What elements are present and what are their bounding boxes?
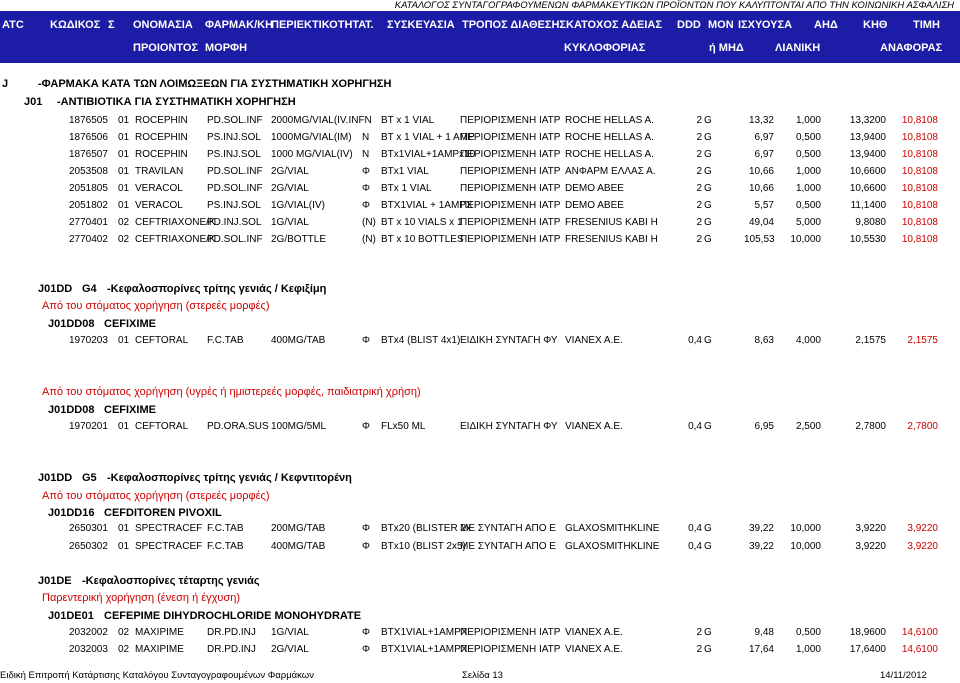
table-cell: FRESENIUS KABI H	[565, 234, 658, 245]
table-cell: 49,04	[748, 217, 774, 228]
table-cell: 02	[118, 234, 130, 245]
table-cell: 01	[118, 149, 130, 160]
table-cell: 10,66	[748, 183, 774, 194]
table-cell: MAXIPIME	[135, 644, 184, 655]
table-cell: 6,95	[754, 421, 774, 432]
table-cell: ΜΕ ΣΥΝΤΑΓΗ ΑΠΟ Ε	[460, 541, 556, 552]
header-cell-2: Σ	[108, 19, 115, 31]
table-cell: GLAXOSMITHKLINE	[565, 541, 660, 552]
header-cell-0: ATC	[2, 19, 24, 31]
table-cell: 1G/VIAL	[271, 217, 309, 228]
table-cell: BT x 1 VIAL	[381, 115, 435, 126]
table-cell: Φ	[362, 541, 370, 552]
table-cell: 2	[696, 166, 702, 177]
table-cell: N	[362, 132, 370, 143]
table-cell: G	[704, 234, 712, 245]
table-cell: 1,000	[795, 183, 821, 194]
table-cell: 1876505	[69, 115, 108, 126]
table-cell: ΠΕΡΙΟΡΙΣΜΕΝΗ ΙΑΤΡ	[460, 644, 561, 655]
table-cell: ΠΕΡΙΟΡΙΣΜΕΝΗ ΙΑΤΡ	[460, 166, 561, 177]
g4-atc5-code: J01DD08	[48, 318, 95, 330]
header-cell-8: ΤΡΟΠΟΣ ΔΙΑΘΕΣΗΣ	[462, 19, 567, 31]
table-cell: 10,000	[790, 234, 821, 245]
table-cell: 1000 MG/VIAL(IV)	[271, 149, 353, 160]
table-cell: 10,8108	[901, 115, 938, 126]
header-sub-cell-3: ή ΜΗΔ	[709, 42, 744, 54]
table-cell: 2	[696, 115, 702, 126]
table-cell: VIANEX A.E.	[565, 421, 623, 432]
table-cell: TRAVILAN	[135, 166, 184, 177]
table-cell: BTx10 (BLIST 2x5)	[381, 541, 466, 552]
table-cell: ΠΕΡΙΟΡΙΣΜΕΝΗ ΙΑΤΡ	[460, 132, 561, 143]
table-cell: PS.INJ.SOL	[207, 149, 261, 160]
j01de-code: J01DE	[38, 575, 72, 587]
table-cell: 6,97	[754, 132, 774, 143]
table-cell: 2032002	[69, 627, 108, 638]
table-cell: 2051802	[69, 200, 108, 211]
table-cell: 01	[118, 200, 130, 211]
table-cell: 10,8108	[901, 234, 938, 245]
table-cell: ΠΕΡΙΟΡΙΣΜΕΝΗ ΙΑΤΡ	[460, 149, 561, 160]
table-cell: 6,97	[754, 149, 774, 160]
table-cell: G	[704, 115, 712, 126]
table-cell: 10,66	[748, 166, 774, 177]
table-cell: 0,4	[688, 523, 702, 534]
table-cell: 10,6600	[849, 166, 886, 177]
table-cell: 02	[118, 644, 130, 655]
table-cell: F.C.TAB	[207, 523, 244, 534]
table-cell: 105,53	[744, 234, 775, 245]
table-cell: 2770401	[69, 217, 108, 228]
table-cell: ΜΕ ΣΥΝΤΑΓΗ ΑΠΟ Ε	[460, 523, 556, 534]
table-cell: 14,6100	[901, 644, 938, 655]
g5-route: Από του στόματος χορήγηση (στερεές μορφές)	[42, 490, 270, 502]
table-cell: 2051805	[69, 183, 108, 194]
table-cell: PS.INJ.SOL	[207, 132, 261, 143]
table-cell: PD.ORA.SUS	[207, 421, 269, 432]
g4-atc5-name-2: CEFIXIME	[104, 404, 156, 416]
table-cell: ROCEPHIN	[135, 132, 188, 143]
table-cell: 5,57	[754, 200, 774, 211]
table-cell: 10,8108	[901, 200, 938, 211]
header-cell-1: ΚΩΔΙΚΟΣ	[50, 19, 101, 31]
table-cell: 3,9220	[907, 523, 938, 534]
table-cell: 400MG/TAB	[271, 335, 326, 346]
table-cell: (N)	[362, 234, 376, 245]
table-cell: 2	[696, 200, 702, 211]
header-cell-10: DDD	[677, 19, 701, 31]
table-cell: BTx1VIAL+1AMPx10	[381, 149, 476, 160]
table-cell: 39,22	[748, 523, 774, 534]
header-cell-13: ΑΗΔ	[814, 19, 838, 31]
footer-committee: Ειδική Επιτροπή Κατάρτισης Καταλόγου Συνταγογραφουμένων Φαρμάκων	[0, 670, 314, 681]
table-cell: 2770402	[69, 234, 108, 245]
table-cell: PD.SOL.INF	[207, 115, 263, 126]
table-cell: 400MG/TAB	[271, 541, 326, 552]
table-cell: 10,8108	[901, 217, 938, 228]
table-cell: ROCHE HELLAS A.	[565, 149, 654, 160]
table-cell: PD.SOL.INF	[207, 183, 263, 194]
table-cell: (N)	[362, 217, 376, 228]
footer-page-number: Σελίδα 13	[462, 670, 503, 681]
table-cell: Φ	[362, 335, 370, 346]
g5-atc5-code: J01DD16	[48, 507, 95, 519]
table-cell: BTx20 (BLISTER 2x	[381, 523, 472, 534]
table-cell: ΠΕΡΙΟΡΙΣΜΕΝΗ ΙΑΤΡ	[460, 115, 561, 126]
table-cell: 0,4	[688, 421, 702, 432]
table-cell: 2	[696, 132, 702, 143]
header-sub-cell-1: ΜΟΡΦΗ	[205, 42, 248, 54]
j01de-atc5-code: J01DE01	[48, 610, 94, 622]
header-cell-9: ΚΑΤΟΧΟΣ ΑΔΕΙΑΣ	[566, 19, 662, 31]
table-cell: 17,64	[748, 644, 774, 655]
header-cell-4: ΦΑΡΜΑΚ/ΚΗ	[205, 19, 274, 31]
table-cell: 39,22	[748, 541, 774, 552]
table-cell: 01	[118, 421, 130, 432]
table-cell: ΠΕΡΙΟΡΙΣΜΕΝΗ ΙΑΤΡ	[460, 217, 561, 228]
table-cell: 0,4	[688, 541, 702, 552]
table-cell: 0,4	[688, 335, 702, 346]
g4-route-solid: Από του στόματος χορήγηση (στερεές μορφές)	[42, 300, 270, 312]
table-cell: DEMO ABEE	[565, 200, 624, 211]
header-cell-14: ΚΗΘ	[863, 19, 888, 31]
g4-title: -Κεφαλοσπορίνες τρίτης γενιάς / Κεφιξίμη	[107, 283, 327, 295]
table-cell: 10,8108	[901, 149, 938, 160]
table-cell: Φ	[362, 183, 370, 194]
table-cell: 9,8080	[855, 217, 886, 228]
table-cell: ΠΕΡΙΟΡΙΣΜΕΝΗ ΙΑΤΡ	[460, 200, 561, 211]
table-cell: 0,500	[795, 149, 821, 160]
table-cell: G	[704, 644, 712, 655]
table-cell: 0,500	[795, 132, 821, 143]
header-cell-11: ΜΟΝ	[708, 19, 734, 31]
table-cell: VERACOL	[135, 200, 183, 211]
table-cell: Φ	[362, 523, 370, 534]
table-cell: 2	[696, 644, 702, 655]
table-cell: VERACOL	[135, 183, 183, 194]
table-cell: BTx 1 VIAL	[381, 183, 432, 194]
g5-level: G5	[82, 472, 97, 484]
table-cell: 10,6600	[849, 183, 886, 194]
table-cell: FLx50 ML	[381, 421, 426, 432]
header-cell-15: ΤΙΜΗ	[913, 19, 940, 31]
page-caption: ΚΑΤΑΛΟΓΟΣ ΣΥΝΤΑΓΟΓΡΑΦΟΥΜΕΝΩΝ ΦΑΡΜΑΚΕΥΤΙΚΩΝ ΠΡΟΪΟΝΤΩΝ ΠΟΥ ΚΑΛΥΠΤΟΝΤΑΙ ΑΠΟ ΤΗΝ ΚΟΙΝΩΝΙΚΗ ΑΣΦΑΛΙΣΗ	[394, 0, 954, 11]
table-cell: BT x 10 BOTTLES	[381, 234, 464, 245]
table-cell: CEFTRIAXONE/K	[135, 217, 216, 228]
table-cell: Φ	[362, 644, 370, 655]
header-sub-cell-4: ΛΙΑΝΙΚΗ	[775, 42, 821, 54]
table-cell: Φ	[362, 627, 370, 638]
table-cell: 0,500	[795, 200, 821, 211]
table-cell: G	[704, 183, 712, 194]
table-cell: ROCHE HELLAS A.	[565, 132, 654, 143]
header-sub-cell-2: ΚΥΚΛΟΦΟΡΙΑΣ	[564, 42, 646, 54]
table-cell: 1970201	[69, 421, 108, 432]
table-cell: G	[704, 149, 712, 160]
table-cell: 10,5530	[849, 234, 886, 245]
table-cell: GLAXOSMITHKLINE	[565, 523, 660, 534]
table-cell: ΑΝΦΑΡΜ ΕΛΛΑΣ Α.	[565, 166, 656, 177]
table-cell: FRESENIUS KABI H	[565, 217, 658, 228]
table-cell: VIANEX A.E.	[565, 335, 623, 346]
table-cell: 10,000	[790, 523, 821, 534]
table-cell: BTx4 (BLIST 4x1)	[381, 335, 461, 346]
header-sub-cell-0: ΠΡΟΙΟΝΤΟΣ	[133, 42, 199, 54]
table-cell: BT x 1 VIAL + 1 AMP	[381, 132, 475, 143]
table-cell: 2	[696, 217, 702, 228]
table-cell: CEFTORAL	[135, 421, 189, 432]
g5-title: -Κεφαλοσπορίνες τρίτης γενιάς / Κεφντιτορένη	[107, 472, 352, 484]
table-cell: PS.INJ.SOL	[207, 200, 261, 211]
table-cell: 13,32	[748, 115, 774, 126]
table-cell: Φ	[362, 421, 370, 432]
g4-atc5-name: CEFIXIME	[104, 318, 156, 330]
table-header	[0, 11, 960, 63]
table-cell: 2G/VIAL	[271, 166, 309, 177]
table-cell: BTX1VIAL + 1AMPX	[381, 200, 473, 211]
table-cell: 14,6100	[901, 627, 938, 638]
table-cell: 3,9220	[907, 541, 938, 552]
table-cell: PD.SOL.INF	[207, 166, 263, 177]
table-cell: G	[704, 166, 712, 177]
table-cell: BTX1VIAL+1AMPX	[381, 627, 468, 638]
table-cell: 200MG/TAB	[271, 523, 326, 534]
table-cell: 01	[118, 132, 130, 143]
table-cell: ΕΙΔΙΚΗ ΣΥΝΤΑΓΗ ΦΥ	[460, 335, 558, 346]
table-cell: 2	[696, 234, 702, 245]
table-cell: 01	[118, 166, 130, 177]
header-cell-6: Τ.	[365, 19, 374, 31]
table-cell: 11,1400	[850, 200, 886, 211]
table-cell: 01	[118, 523, 130, 534]
table-cell: G	[704, 627, 712, 638]
g4-code: J01DD	[38, 283, 73, 295]
table-cell: Φ	[362, 200, 370, 211]
table-cell: ΕΙΔΙΚΗ ΣΥΝΤΑΓΗ ΦΥ	[460, 421, 558, 432]
table-cell: 02	[118, 627, 130, 638]
table-cell: G	[704, 541, 712, 552]
table-cell: MAXIPIME	[135, 627, 184, 638]
table-cell: PD.SOL.INF	[207, 234, 263, 245]
atc2-code: J01	[24, 96, 43, 108]
table-cell: BT x 10 VIALS x 1	[381, 217, 463, 228]
table-cell: 01	[118, 183, 130, 194]
table-cell: DR.PD.INJ	[207, 644, 256, 655]
table-cell: ΠΕΡΙΟΡΙΣΜΕΝΗ ΙΑΤΡ	[460, 234, 561, 245]
table-cell: 2	[696, 183, 702, 194]
footer-date: 14/11/2012	[880, 670, 927, 681]
table-cell: 1000MG/VIAL(IM)	[271, 132, 352, 143]
j01de-title: -Κεφαλοσπορίνες τέταρτης γενιάς	[82, 575, 260, 587]
table-cell: 1,000	[795, 115, 821, 126]
table-cell: 2G/BOTTLE	[271, 234, 327, 245]
table-cell: 9,48	[754, 627, 774, 638]
table-cell: 2,500	[795, 421, 821, 432]
atc1-title: -ΦΑΡΜΑΚΑ ΚΑΤΑ ΤΩΝ ΛΟΙΜΩΞΕΩΝ ΓΙΑ ΣΥΣΤΗΜΑΤΙΚΗ ΧΟΡΗΓΗΣΗ	[38, 78, 392, 90]
table-cell: 2,7800	[907, 421, 938, 432]
table-cell: 10,8108	[901, 132, 938, 143]
table-cell: 1970203	[69, 335, 108, 346]
table-cell: 4,000	[795, 335, 821, 346]
table-cell: 2	[696, 149, 702, 160]
table-cell: 3,9220	[855, 541, 886, 552]
table-cell: BTX1VIAL+1AMPX	[381, 644, 468, 655]
table-cell: 2053508	[69, 166, 108, 177]
table-cell: 13,3200	[849, 115, 886, 126]
table-cell: G	[704, 132, 712, 143]
table-cell: 2G/VIAL	[271, 183, 309, 194]
j01de-route: Παρεντερική χορήγηση (ένεση ή έγχυση)	[42, 592, 241, 604]
table-cell: 2,1575	[855, 335, 886, 346]
table-cell: 2032003	[69, 644, 108, 655]
table-cell: 10,8108	[901, 166, 938, 177]
table-cell: 17,6400	[849, 644, 886, 655]
table-cell: G	[704, 335, 712, 346]
table-cell: 10,8108	[901, 183, 938, 194]
table-cell: 01	[118, 335, 130, 346]
table-cell: G	[704, 217, 712, 228]
table-cell: F.C.TAB	[207, 541, 244, 552]
atc1-code: J	[2, 78, 9, 90]
table-cell: PD.INJ.SOL	[207, 217, 262, 228]
table-cell: BTx1 VIAL	[381, 166, 429, 177]
g4-route-liquid: Από του στόματος χορήγηση (υγρές ή ημιστερεές μορφές, παιδιατρική χρήση)	[42, 386, 421, 398]
j01de-atc5-name: CEFEPIME DIHYDROCHLORIDE MONOHYDRATE	[104, 610, 362, 622]
table-cell: 1G/VIAL(IV)	[271, 200, 325, 211]
g4-atc5-code-2: J01DD08	[48, 404, 95, 416]
table-cell: ROCEPHIN	[135, 115, 188, 126]
table-cell: SPECTRACEF	[135, 523, 203, 534]
table-cell: 10,000	[790, 541, 821, 552]
table-cell: 02	[118, 217, 130, 228]
table-cell: 2650302	[69, 541, 108, 552]
table-cell: 2,7800	[855, 421, 886, 432]
header-sub-cell-5: ΑΝΑΦΟΡΑΣ	[880, 42, 943, 54]
g4-level: G4	[82, 283, 97, 295]
table-cell: 2,1575	[907, 335, 938, 346]
header-cell-5: ΠΕΡΙΕΚΤΙΚΟΤΗΤΑ	[271, 19, 367, 31]
table-cell: 100MG/5ML	[271, 421, 327, 432]
table-cell: Φ	[362, 166, 370, 177]
table-cell: F.C.TAB	[207, 335, 244, 346]
table-cell: SPECTRACEF	[135, 541, 203, 552]
table-cell: ΠΕΡΙΟΡΙΣΜΕΝΗ ΙΑΤΡ	[460, 183, 561, 194]
table-cell: ROCEPHIN	[135, 149, 188, 160]
table-cell: VIANEX A.E.	[565, 627, 623, 638]
table-cell: 2650301	[69, 523, 108, 534]
table-cell: N	[362, 149, 370, 160]
table-cell: 0,500	[795, 627, 821, 638]
table-cell: 13,9400	[849, 149, 886, 160]
table-cell: 5,000	[795, 217, 821, 228]
table-cell: ROCHE HELLAS A.	[565, 115, 654, 126]
table-cell: 8,63	[754, 335, 774, 346]
table-cell: 1G/VIAL	[271, 627, 309, 638]
table-cell: 01	[118, 115, 130, 126]
table-cell: 2000MG/VIAL(IV.INFN	[271, 115, 372, 126]
table-cell: G	[704, 421, 712, 432]
table-cell: CEFTRIAXONE/K	[135, 234, 216, 245]
atc2-title: -ΑΝΤΙΒΙΟΤΙΚΑ ΓΙΑ ΣΥΣΤΗΜΑΤΙΚΗ ΧΟΡΗΓΗΣΗ	[57, 96, 296, 108]
table-cell: 1876506	[69, 132, 108, 143]
header-cell-7: ΣΥΣΚΕΥΑΣΙΑ	[387, 19, 455, 31]
table-cell: 13,9400	[849, 132, 886, 143]
table-cell: G	[704, 523, 712, 534]
header-cell-3: ΟΝΟΜΑΣΙΑ	[133, 19, 193, 31]
table-cell: CEFTORAL	[135, 335, 189, 346]
table-cell: 1,000	[795, 166, 821, 177]
g5-code: J01DD	[38, 472, 73, 484]
g5-atc5-name: CEFDITOREN PIVOXIL	[104, 507, 222, 519]
table-cell: 3,9220	[855, 523, 886, 534]
table-cell: 2	[696, 627, 702, 638]
table-cell: 1876507	[69, 149, 108, 160]
table-cell: G	[704, 200, 712, 211]
table-cell: DEMO ABEE	[565, 183, 624, 194]
table-cell: ΠΕΡΙΟΡΙΣΜΕΝΗ ΙΑΤΡ	[460, 627, 561, 638]
table-cell: 01	[118, 541, 130, 552]
table-cell: 1,000	[795, 644, 821, 655]
table-cell: 18,9600	[849, 627, 886, 638]
table-cell: DR.PD.INJ	[207, 627, 256, 638]
header-cell-12: ΙΣΧΥΟΥΣΑ	[738, 19, 793, 31]
table-cell: 2G/VIAL	[271, 644, 309, 655]
table-cell: VIANEX A.E.	[565, 644, 623, 655]
